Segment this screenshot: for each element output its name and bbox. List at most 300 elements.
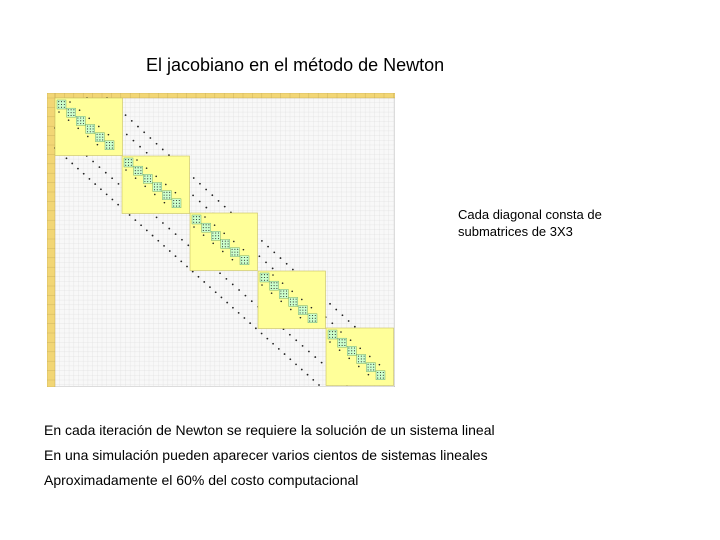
submatrix-entry [332, 334, 333, 335]
submatrix-entry [71, 109, 72, 110]
submatrix-entry [368, 369, 369, 370]
submatrix-entry [315, 315, 316, 316]
submatrix-entry [244, 263, 245, 264]
submatrix-entry [247, 263, 248, 264]
submatrix-entry [179, 200, 180, 201]
submatrix-entry [164, 192, 165, 193]
submatrix-entry [193, 216, 194, 217]
coupling-marker [232, 259, 234, 261]
off-diagonal-marker [238, 289, 240, 291]
submatrix-entry [164, 195, 165, 196]
off-diagonal-marker [99, 166, 101, 168]
off-diagonal-marker [267, 246, 269, 248]
submatrix-entry [358, 361, 359, 362]
off-diagonal-marker [272, 343, 274, 345]
off-diagonal-marker [89, 178, 91, 180]
coupling-marker [311, 307, 313, 309]
submatrix-entry [71, 112, 72, 113]
submatrix-entry [150, 178, 151, 179]
submatrix-entry [247, 260, 248, 261]
submatrix-entry [87, 128, 88, 129]
submatrix-entry [203, 227, 204, 228]
off-diagonal-marker [199, 183, 201, 185]
submatrix-entry [228, 246, 229, 247]
submatrix-entry [339, 339, 340, 340]
off-diagonal-marker [224, 206, 226, 208]
submatrix-entry [80, 120, 81, 121]
off-diagonal-marker [77, 168, 79, 170]
submatrix-entry [135, 167, 136, 168]
coupling-marker [223, 233, 225, 235]
coupling-marker [204, 216, 206, 218]
coupling-marker [271, 292, 273, 294]
off-diagonal-marker [66, 157, 68, 159]
submatrix-entry [140, 173, 141, 174]
submatrix-entry [138, 170, 139, 171]
note-computational-cost: Aproximadamente el 60% del costo computacional [44, 472, 359, 488]
submatrix-entry [315, 318, 316, 319]
submatrix-entry [83, 120, 84, 121]
submatrix-entry [276, 282, 277, 283]
submatrix-entry [125, 159, 126, 160]
submatrix-entry [68, 115, 69, 116]
off-diagonal-marker [92, 161, 94, 163]
submatrix-entry [99, 137, 100, 138]
submatrix-entry [173, 200, 174, 201]
submatrix-entry [305, 312, 306, 313]
off-diagonal-marker [131, 120, 133, 122]
submatrix-entry [234, 249, 235, 250]
submatrix-entry [196, 216, 197, 217]
submatrix-entry [173, 203, 174, 204]
coupling-marker [379, 364, 381, 366]
off-diagonal-marker [342, 314, 344, 316]
submatrix-entry [286, 296, 287, 297]
submatrix-entry [286, 290, 287, 291]
off-diagonal-marker [218, 200, 220, 202]
submatrix-entry [368, 364, 369, 365]
submatrix-entry [354, 350, 355, 351]
submatrix-entry [208, 227, 209, 228]
off-diagonal-marker [140, 224, 142, 226]
off-diagonal-marker [193, 177, 195, 179]
submatrix-entry [335, 337, 336, 338]
coupling-marker [272, 274, 274, 276]
submatrix-entry [169, 197, 170, 198]
submatrix-entry [247, 257, 248, 258]
off-diagonal-marker [192, 194, 194, 196]
submatrix-entry [305, 307, 306, 308]
submatrix-entry [354, 353, 355, 354]
submatrix-entry [173, 206, 174, 207]
submatrix-entry [244, 260, 245, 261]
submatrix-entry [80, 117, 81, 118]
submatrix-entry [160, 184, 161, 185]
note-simulation-systems: En una simulación pueden aparecer varios cientos de sistemas lineales [44, 447, 488, 463]
off-diagonal-marker [215, 291, 217, 293]
submatrix-entry [283, 296, 284, 297]
submatrix-entry [358, 358, 359, 359]
submatrix-entry [232, 249, 233, 250]
submatrix-entry [302, 307, 303, 308]
submatrix-entry [309, 318, 310, 319]
submatrix-entry [128, 165, 129, 166]
off-diagonal-marker [152, 235, 154, 237]
submatrix-entry [274, 285, 275, 286]
submatrix-entry [176, 203, 177, 204]
submatrix-entry [222, 243, 223, 244]
coupling-marker [369, 356, 371, 358]
submatrix-entry [196, 219, 197, 220]
submatrix-entry [361, 358, 362, 359]
submatrix-entry [102, 137, 103, 138]
submatrix-entry [222, 241, 223, 242]
submatrix-entry [97, 137, 98, 138]
off-diagonal-marker [162, 149, 164, 151]
submatrix-entry [157, 184, 158, 185]
off-diagonal-marker [321, 362, 323, 364]
off-diagonal-marker [137, 126, 139, 128]
submatrix-entry [193, 219, 194, 220]
off-diagonal-marker [134, 219, 136, 221]
off-diagonal-marker [261, 240, 263, 242]
submatrix-entry [373, 367, 374, 368]
submatrix-entry [335, 331, 336, 332]
submatrix-entry [368, 367, 369, 368]
submatrix-entry [300, 307, 301, 308]
coupling-marker [261, 284, 263, 286]
submatrix-entry [206, 227, 207, 228]
submatrix-entry [166, 192, 167, 193]
submatrix-entry [332, 337, 333, 338]
submatrix-entry [280, 293, 281, 294]
submatrix-entry [208, 224, 209, 225]
submatrix-entry [83, 123, 84, 124]
submatrix-entry [77, 120, 78, 121]
slide-title: El jacobiano en el método de Newton [146, 55, 445, 75]
coupling-marker [203, 234, 205, 236]
submatrix-entry [131, 162, 132, 163]
off-diagonal-marker [249, 322, 251, 324]
submatrix-entry [383, 375, 384, 376]
submatrix-entry [125, 165, 126, 166]
off-diagonal-marker [225, 278, 227, 280]
coupling-marker [77, 128, 79, 130]
submatrix-entry [90, 126, 91, 127]
row-header-strip [47, 93, 55, 387]
coupling-marker [280, 301, 282, 303]
submatrix-entry [267, 280, 268, 281]
coupling-marker [340, 331, 342, 333]
submatrix-entry [271, 282, 272, 283]
submatrix-entry [383, 372, 384, 373]
submatrix-entry [373, 364, 374, 365]
submatrix-entry [237, 252, 238, 253]
coupling-marker [222, 251, 224, 253]
coupling-marker [69, 101, 71, 103]
off-diagonal-marker [146, 152, 148, 154]
submatrix-entry [154, 189, 155, 190]
submatrix-entry [90, 128, 91, 129]
off-diagonal-marker [126, 134, 128, 136]
submatrix-entry [144, 178, 145, 179]
submatrix-entry [228, 241, 229, 242]
off-diagonal-marker [209, 286, 211, 288]
coupling-marker [68, 119, 70, 121]
off-diagonal-marker [232, 307, 234, 309]
submatrix-entry [179, 206, 180, 207]
submatrix-entry [150, 175, 151, 176]
off-diagonal-marker [163, 245, 165, 247]
submatrix-entry [102, 134, 103, 135]
submatrix-entry [138, 167, 139, 168]
submatrix-entry [296, 304, 297, 305]
submatrix-entry [106, 148, 107, 149]
submatrix-entry [339, 342, 340, 343]
submatrix-entry [264, 277, 265, 278]
off-diagonal-marker [266, 338, 268, 340]
off-diagonal-marker [289, 358, 291, 360]
off-diagonal-marker [331, 322, 333, 324]
off-diagonal-marker [205, 207, 207, 209]
coupling-marker [193, 226, 195, 228]
off-diagonal-marker [289, 334, 291, 336]
off-diagonal-marker [146, 230, 148, 232]
submatrix-entry [176, 206, 177, 207]
off-diagonal-marker [156, 143, 158, 145]
submatrix-entry [234, 252, 235, 253]
submatrix-entry [83, 117, 84, 118]
submatrix-entry [68, 109, 69, 110]
coupling-marker [214, 224, 216, 226]
submatrix-entry [208, 230, 209, 231]
submatrix-entry [135, 170, 136, 171]
submatrix-entry [364, 356, 365, 357]
submatrix-entry [64, 101, 65, 102]
off-diagonal-marker [111, 177, 113, 179]
submatrix-entry [348, 347, 349, 348]
off-diagonal-marker [175, 255, 177, 257]
submatrix-entry [109, 142, 110, 143]
submatrix-entry [147, 175, 148, 176]
jacobian-sparsity-pattern [47, 93, 395, 387]
coupling-marker [87, 136, 89, 138]
submatrix-entry [73, 115, 74, 116]
submatrix-entry [293, 304, 294, 305]
note-newton-iteration: En cada iteración de Newton se requiere la solución de un sistema lineal [44, 422, 495, 438]
submatrix-entry [261, 280, 262, 281]
off-diagonal-marker [168, 228, 170, 230]
coupling-marker [136, 159, 138, 161]
submatrix-entry [97, 139, 98, 140]
coupling-marker [108, 134, 110, 136]
submatrix-entry [87, 131, 88, 132]
submatrix-entry [370, 364, 371, 365]
off-diagonal-marker [169, 250, 171, 252]
coupling-marker [212, 243, 214, 245]
coupling-marker [164, 202, 166, 204]
off-diagonal-marker [295, 339, 297, 341]
off-diagonal-marker [175, 233, 177, 235]
off-diagonal-marker [238, 312, 240, 314]
coupling-marker [300, 317, 302, 319]
off-diagonal-marker [203, 281, 205, 283]
off-diagonal-marker [139, 146, 141, 148]
submatrix-entry [267, 277, 268, 278]
off-diagonal-marker [149, 137, 151, 139]
submatrix-entry [71, 115, 72, 116]
submatrix-entry [169, 192, 170, 193]
submatrix-entry [276, 288, 277, 289]
coupling-marker [175, 192, 177, 194]
submatrix-entry [296, 301, 297, 302]
column-header-strip [47, 93, 395, 98]
submatrix-entry [144, 181, 145, 182]
off-diagonal-marker [255, 327, 257, 329]
submatrix-entry [264, 274, 265, 275]
submatrix-entry [305, 310, 306, 311]
off-diagonal-marker [314, 356, 316, 358]
off-diagonal-marker [205, 189, 207, 191]
submatrix-entry [261, 277, 262, 278]
off-diagonal-marker [162, 222, 164, 224]
off-diagonal-marker [211, 194, 213, 196]
submatrix-entry [380, 375, 381, 376]
coupling-marker [359, 348, 361, 350]
submatrix-entry [309, 315, 310, 316]
submatrix-entry [241, 263, 242, 264]
submatrix-entry [329, 337, 330, 338]
off-diagonal-marker [265, 261, 267, 263]
submatrix-entry [147, 178, 148, 179]
submatrix-entry [225, 243, 226, 244]
off-diagonal-marker [245, 295, 247, 297]
submatrix-entry [206, 224, 207, 225]
off-diagonal-marker [318, 384, 320, 386]
submatrix-entry [232, 252, 233, 253]
submatrix-entry [58, 104, 59, 105]
submatrix-entry [276, 285, 277, 286]
submatrix-entry [271, 288, 272, 289]
off-diagonal-marker [286, 263, 288, 265]
off-diagonal-marker [280, 257, 282, 259]
submatrix-entry [106, 142, 107, 143]
off-diagonal-marker [117, 204, 119, 206]
submatrix-entry [361, 356, 362, 357]
submatrix-entry [354, 347, 355, 348]
submatrix-entry [87, 126, 88, 127]
submatrix-entry [274, 288, 275, 289]
submatrix-entry [212, 232, 213, 233]
submatrix-entry [358, 356, 359, 357]
off-diagonal-marker [143, 131, 145, 133]
coupling-marker [243, 249, 245, 251]
submatrix-entry [99, 139, 100, 140]
submatrix-entry [370, 369, 371, 370]
submatrix-entry [128, 159, 129, 160]
off-diagonal-marker [295, 363, 297, 365]
off-diagonal-marker [329, 303, 331, 305]
submatrix-entry [290, 299, 291, 300]
off-diagonal-marker [106, 193, 108, 195]
jacobian-matrix-figure [47, 93, 395, 387]
submatrix-entry [73, 112, 74, 113]
submatrix-entry [234, 254, 235, 255]
submatrix-entry [144, 175, 145, 176]
submatrix-entry [203, 230, 204, 231]
submatrix-entry [280, 290, 281, 291]
submatrix-entry [135, 173, 136, 174]
submatrix-entry [344, 339, 345, 340]
submatrix-entry [102, 139, 103, 140]
submatrix-entry [315, 321, 316, 322]
off-diagonal-marker [192, 271, 194, 273]
coupling-marker [125, 169, 127, 171]
coupling-marker [348, 358, 350, 360]
submatrix-entry [93, 131, 94, 132]
coupling-marker [301, 299, 303, 301]
submatrix-entry [77, 117, 78, 118]
submatrix-entry [166, 195, 167, 196]
submatrix-entry [261, 274, 262, 275]
coupling-marker [154, 194, 156, 196]
off-diagonal-marker [199, 201, 201, 203]
submatrix-entry [218, 238, 219, 239]
submatrix-entry [196, 222, 197, 223]
submatrix-entry [218, 235, 219, 236]
off-diagonal-marker [226, 302, 228, 304]
off-diagonal-marker [292, 269, 294, 271]
coupling-marker [58, 111, 60, 113]
submatrix-entry [344, 342, 345, 343]
submatrix-entry [332, 331, 333, 332]
submatrix-entry [342, 339, 343, 340]
submatrix-entry [199, 222, 200, 223]
submatrix-entry [90, 131, 91, 132]
coupling-marker [233, 241, 235, 243]
off-diagonal-marker [100, 188, 102, 190]
off-diagonal-marker [157, 240, 159, 242]
coupling-marker [88, 118, 90, 120]
submatrix-entry [380, 378, 381, 379]
submatrix-entry [154, 184, 155, 185]
submatrix-entry [351, 350, 352, 351]
submatrix-entry [93, 126, 94, 127]
off-diagonal-marker [156, 216, 158, 218]
off-diagonal-marker [133, 140, 135, 142]
off-diagonal-marker [219, 272, 221, 274]
off-diagonal-marker [261, 333, 263, 335]
submatrix-entry [68, 112, 69, 113]
submatrix-entry [58, 107, 59, 108]
submatrix-entry [203, 224, 204, 225]
off-diagonal-marker [129, 214, 131, 216]
coupling-marker [79, 109, 81, 111]
submatrix-entry [93, 128, 94, 129]
submatrix-entry [271, 285, 272, 286]
submatrix-entry [109, 148, 110, 149]
submatrix-entry [373, 369, 374, 370]
submatrix-entry [140, 167, 141, 168]
coupling-marker [350, 339, 352, 341]
submatrix-entry [199, 216, 200, 217]
submatrix-entry [312, 321, 313, 322]
submatrix-entry [166, 197, 167, 198]
submatrix-entry [140, 170, 141, 171]
submatrix-entry [150, 181, 151, 182]
submatrix-entry [312, 315, 313, 316]
submatrix-entry [176, 200, 177, 201]
